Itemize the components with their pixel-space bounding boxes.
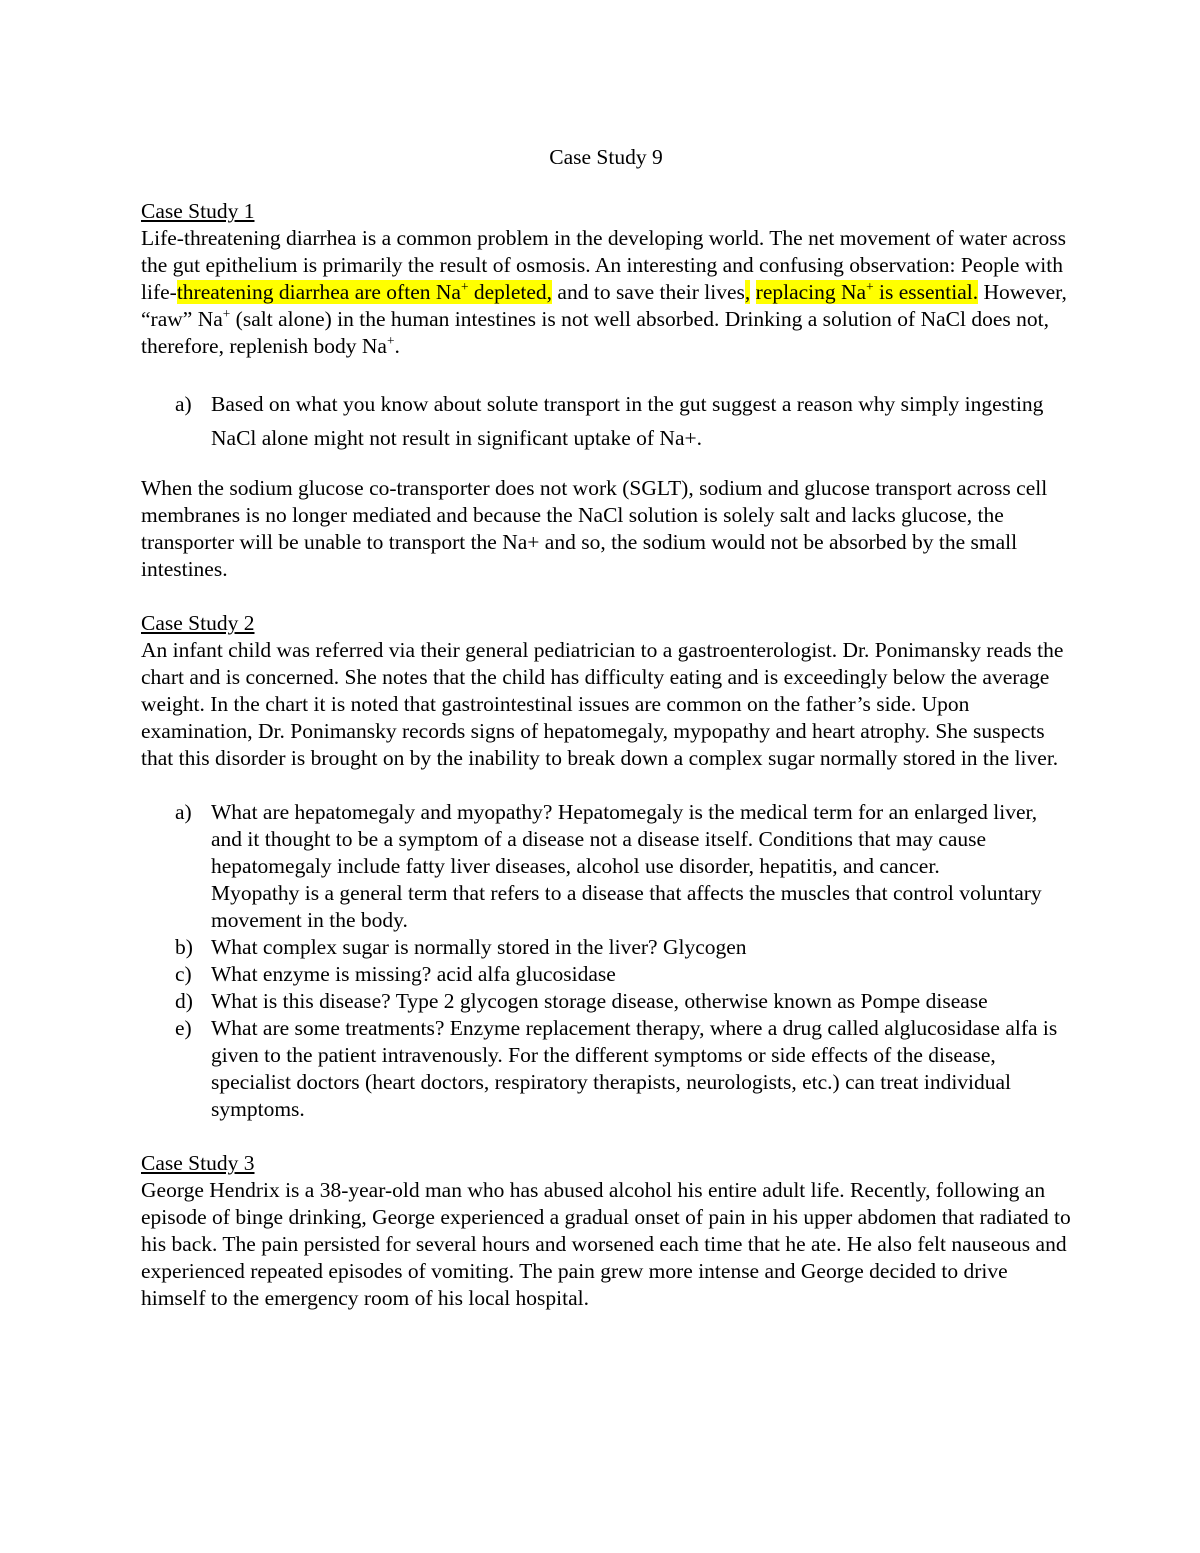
case-study-1: [141, 198, 1071, 583]
question-marker: a): [175, 800, 192, 824]
question-marker: c): [175, 962, 192, 986]
document-title: Case Study 9: [549, 145, 663, 169]
question-text: What are some treatments? Enzyme replacement therapy, where a drug called alglucosidase alfa is given to the patient intravenously. For the different symptoms or side effects of the disease, specialist doctors (heart doctors, respiratory therapists, neurologists, etc.) can treat individual symptoms.: [211, 1016, 1058, 1121]
case-study-1-heading: Case Study 1: [141, 199, 255, 223]
case-study-2: [141, 610, 1071, 1123]
case-study-3: [141, 1150, 1071, 1312]
document-page: [141, 144, 1071, 1312]
case-study-3-intro: George Hendrix is a 38-year-old man who has abused alcohol his entire adult life. Recently, following an episode of binge drinking, George experienced a gradual onset of pain in his upper abdomen that radiated to his back. The pain persisted for several hours and worsened each time that he ate. He also felt nauseous and experienced repeated episodes of vomiting. The pain grew more intense and George decided to drive himself to the emergency room of his local hospital.: [141, 1178, 1071, 1310]
highlighted-text: threatening diarrhea are often Na+ depleted,: [176, 278, 553, 304]
question-item: [141, 988, 1071, 1015]
case-study-2-heading: Case Study 2: [141, 611, 255, 635]
case-study-3-heading: Case Study 3: [141, 1151, 255, 1175]
question-marker: b): [175, 935, 193, 959]
question-text: What enzyme is missing? acid alfa glucosidase: [211, 962, 616, 986]
highlighted-text-2: replacing Na+ is essential.: [755, 278, 979, 304]
question-marker: e): [175, 1016, 192, 1040]
case-study-2-intro: An infant child was referred via their general pediatrician to a gastroenterologist. Dr. Ponimansky reads the chart and is concerned. She notes that the child has difficulty eating and is exceedingly below the average weight. In the chart it is noted that gastrointestinal issues are common on the father’s side. Upon examination, Dr. Ponimansky records signs of hepatomegaly, mypopathy and heart atrophy. She suspects that this disorder is brought on by the inability to break down a complex sugar normally stored in the liver.: [141, 638, 1064, 770]
case-study-1-intro: Life-threatening diarrhea is a common problem in the developing world. The net movement of water across the gut epithelium is primarily the result of osmosis. An interesting and confusing observation: People with life-threatening diarrhea are often Na+ depleted, and to save their lives, replacing Na+ is essential. However, “raw” Na+ (salt alone) in the human intestines is not well absorbed. Drinking a solution of NaCl does not, therefore, replenish body Na+.: [141, 226, 1067, 358]
question-item: [141, 387, 1071, 455]
question-text: What is this disease? Type 2 glycogen storage disease, otherwise known as Pompe disease: [211, 989, 988, 1013]
case-study-1-intro-text-1: Life-threatening diarrhea is a common problem in the developing world. The net movement of water across the gut epithelium is primarily the result of osmosis. An interesting and confusing observation: People with life-: [141, 226, 1066, 304]
question-item: [141, 1015, 1071, 1123]
case-study-2-questions: [141, 799, 1071, 1123]
question-text: What complex sugar is normally stored in the liver? Glycogen: [211, 935, 747, 959]
question-text-continued: Myopathy is a general term that refers to a disease that affects the muscles that control voluntary movement in the body.: [211, 881, 1042, 932]
question-text: Based on what you know about solute transport in the gut suggest a reason why simply ingesting NaCl alone might not result in significant uptake of Na+.: [211, 392, 1044, 450]
case-study-1-answer: When the sodium glucose co-transporter does not work (SGLT), sodium and glucose transport across cell membranes is no longer mediated and because the NaCl solution is solely salt and lacks glucose, the transporter will be unable to transport the Na+ and so, the sodium would not be absorbed by the small intestines.: [141, 476, 1048, 581]
case-study-1-questions: [141, 387, 1071, 455]
question-marker: d): [175, 989, 193, 1013]
question-item: [141, 961, 1071, 988]
highlighted-comma: ,: [744, 280, 751, 304]
question-item: [141, 799, 1071, 934]
question-item: [141, 934, 1071, 961]
question-marker: a): [175, 392, 192, 416]
question-text: What are hepatomegaly and myopathy? Hepatomegaly is the medical term for an enlarged liver, and it thought to be a symptom of a disease not a disease itself. Conditions that may cause hepatomegaly include fatty liver diseases, alcohol use disorder, hepatitis, and cancer.: [211, 800, 1038, 878]
case-study-1-intro-text-2: and to save their lives: [552, 280, 745, 304]
